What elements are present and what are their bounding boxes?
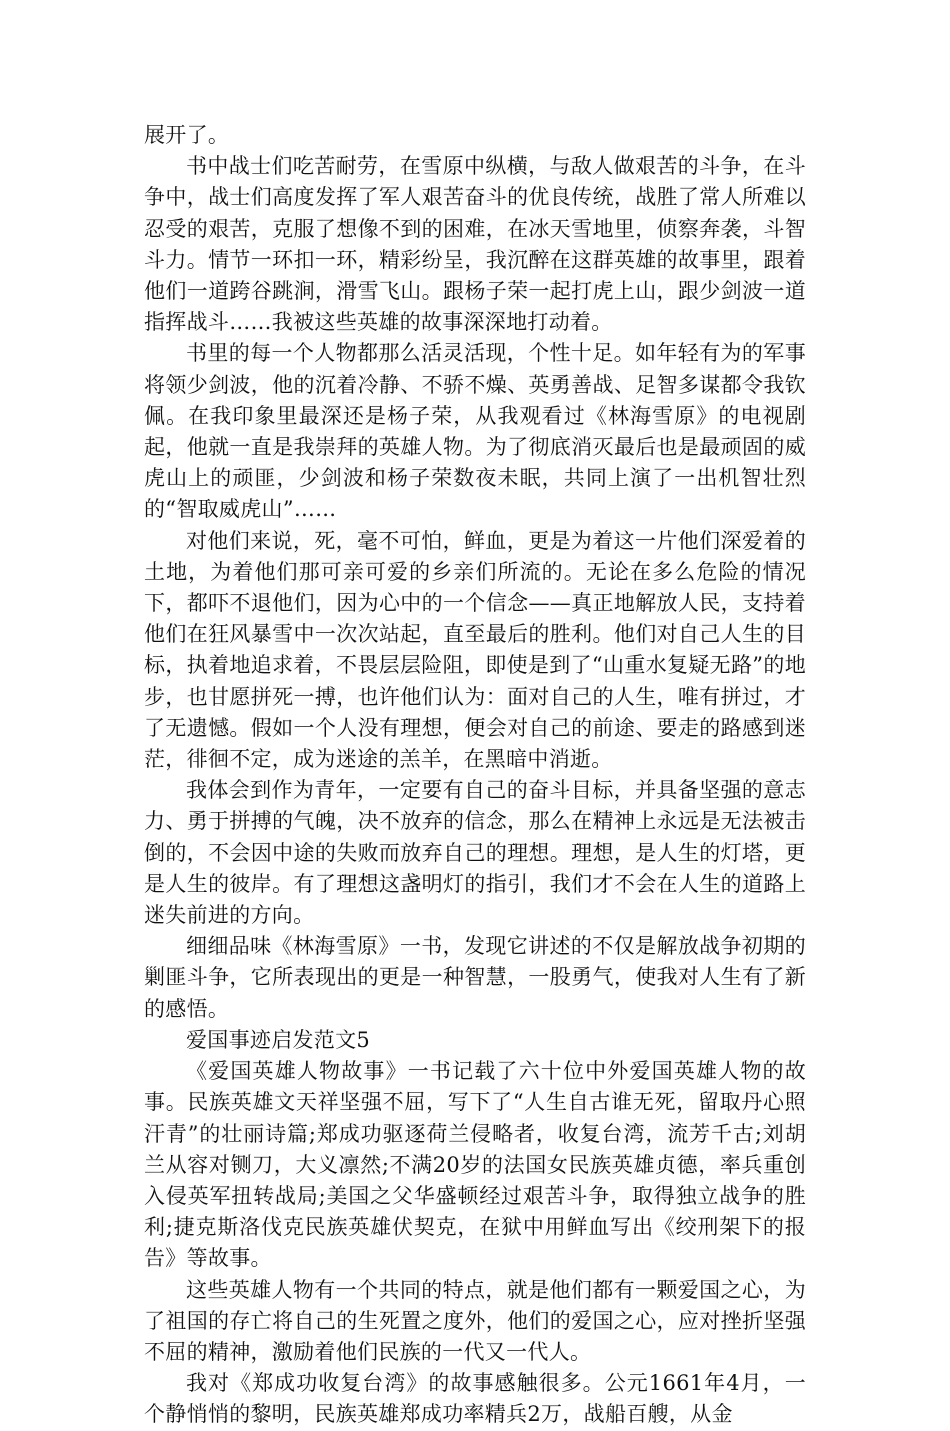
- document-page: [144, 120, 806, 1431]
- paragraph-youth-goals: 我体会到作为青年，一定要有自己的奋斗目标，并具备坚强的意志力、勇于拼搏的气魄，决不放弃的信念，那么在精神上永远是无法被击倒的，不会因中途的失败而放弃自己的理想。理想，是人生的灯塔，更是人生的彼岸。有了理想这盏明灯的指引，我们才不会在人生的道路上迷失前进的方向。: [144, 778, 806, 928]
- paragraph-soldiers-struggle: 书中战士们吃苦耐劳，在雪原中纵横，与敌人做艰苦的斗争，在斗争中，战士们高度发挥了军人艰苦奋斗的优良传统，战胜了常人所难以忍受的艰苦，克服了想像不到的困难，在冰天雪地里，侦察奔袭，斗智斗力。情节一环扣一环，精彩纷呈，我沉醉在这群英雄的故事里，跟着他们一道跨谷跳涧，滑雪飞山。跟杨子荣一起打虎上山，跟少剑波一道指挥战斗……我被这些英雄的故事深深地打动着。: [144, 154, 806, 335]
- section-heading: 爱国事迹启发范文5: [186, 1027, 371, 1052]
- paragraph-zheng-chenggong: 我对《郑成功收复台湾》的故事感触很多。公元1661年4月，一个静悄悄的黎明，民族英雄郑成功率精兵2万，战船百艘，从金: [144, 1371, 806, 1427]
- paragraph-heroes-book: 《爱国英雄人物故事》一书记载了六十位中外爱国英雄人物的故事。民族英雄文天祥坚强不屈，写下了“人生自古谁无死，留取丹心照汗青”的壮丽诗篇;郑成功驱逐荷兰侵略者，收复台湾，流芳千古;刘胡兰从容对铡刀，大义凛然;不满20岁的法国女民族英雄贞德，率兵重创入侵英军扭转战局;美国之父华盛顿经过艰苦斗争，取得独立战争的胜利;捷克斯洛伐克民族英雄伏契克，在狱中用鲜血写出《绞刑架下的报告》等故事。: [144, 1059, 806, 1271]
- paragraph-sacrifice: 对他们来说，死，毫不可怕，鲜血，更是为着这一片他们深爱着的土地，为着他们那可亲可爱的乡亲们所流的。无论在多么危险的情况下，都吓不退他们，因为心中的一个信念——真正地解放人民，支持着他们在狂风暴雪中一次次站起，直至最后的胜利。他们对自己人生的目标，执着地追求着，不畏层层险阻，即使是到了“山重水复疑无路”的地步，也甘愿拼死一搏，也许他们认为：面对自己的人生，唯有拼过，才了无遗憾。假如一个人没有理想，便会对自己的前途、要走的路感到迷茫，徘徊不定，成为迷途的羔羊，在黑暗中消逝。: [144, 528, 806, 772]
- paragraph-continuation: 展开了。: [144, 123, 230, 147]
- paragraph-reflection: 细细品味《林海雪原》一书，发现它讲述的不仅是解放战争初期的剿匪斗争，它所表现出的更是一种智慧，一股勇气，使我对人生有了新的感悟。: [144, 934, 806, 1021]
- paragraph-characters: 书里的每一个人物都那么活灵活现，个性十足。如年轻有为的军事将领少剑波，他的沉着冷静、不骄不燥、英勇善战、足智多谋都令我钦佩。在我印象里最深还是杨子荣，从我观看过《林海雪原》的电视剧起，他就一直是我崇拜的英雄人物。为了彻底消灭最后也是最顽固的威虎山上的顽匪，少剑波和杨子荣数夜未眠，共同上演了一出机智壮烈的“智取威虎山”……: [144, 341, 806, 522]
- paragraph-common-trait: 这些英雄人物有一个共同的特点，就是他们都有一颗爱国之心，为了祖国的存亡将自己的生死置之度外，他们的爱国之心，应对挫折坚强不屈的精神，激励着他们民族的一代又一代人。: [144, 1277, 806, 1364]
